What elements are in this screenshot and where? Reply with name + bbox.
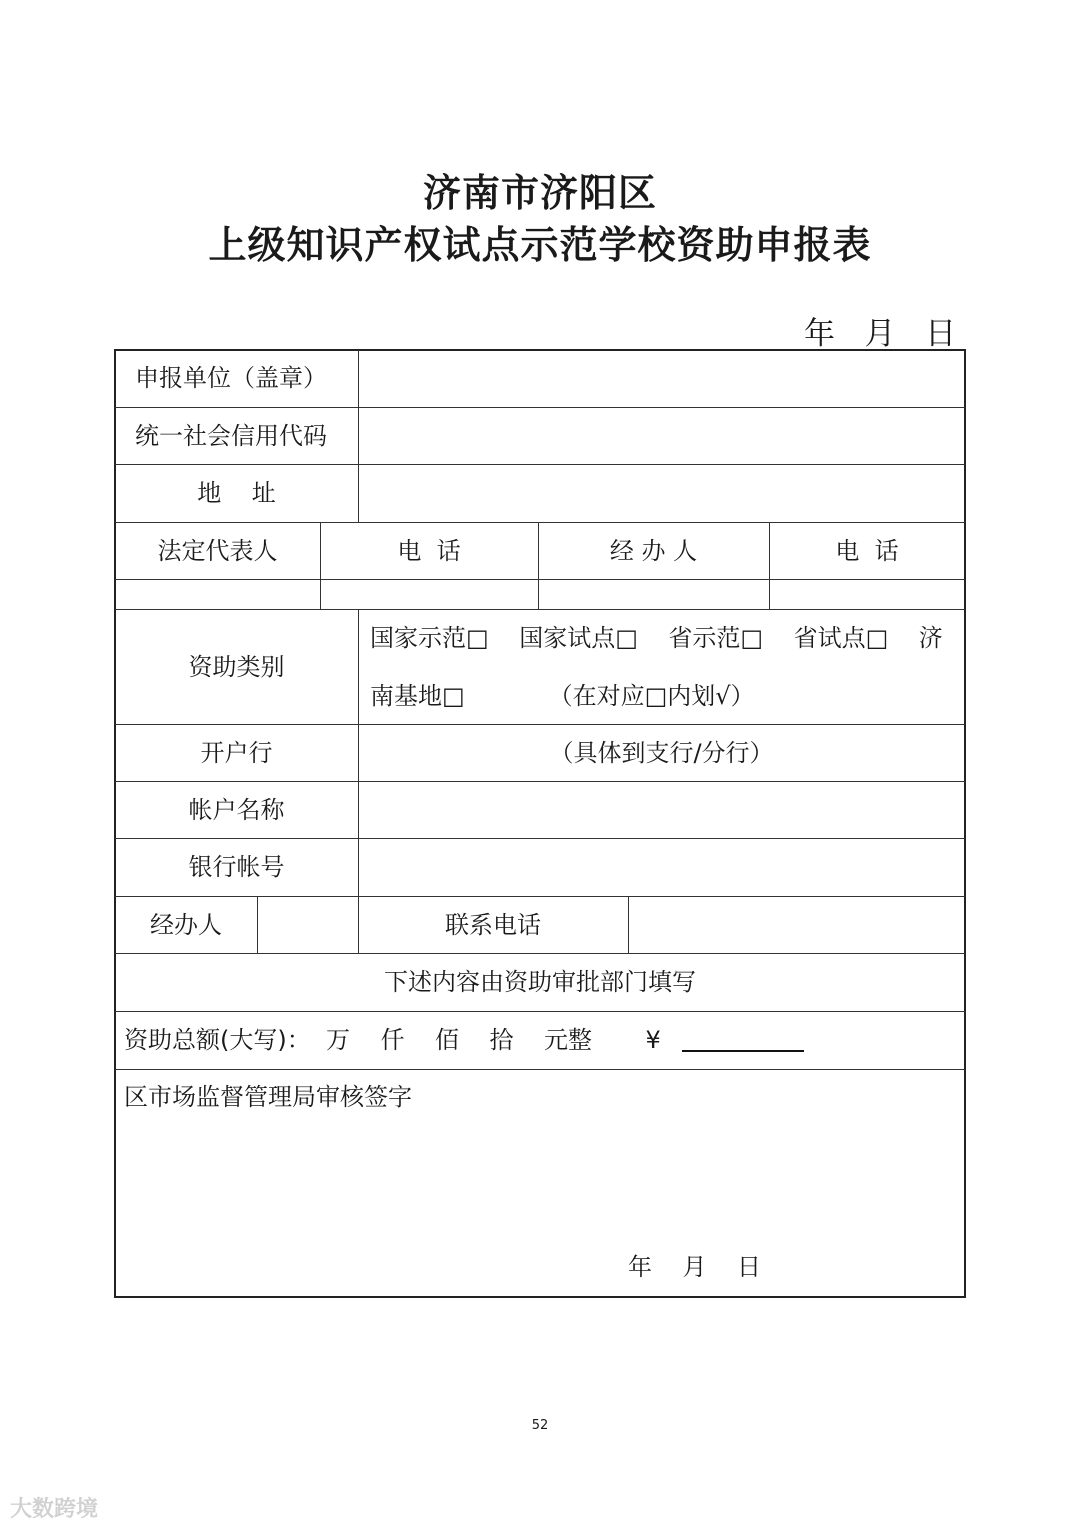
row-divider <box>115 579 965 580</box>
account-number-label: 银行帐号 <box>188 853 285 881</box>
credit-code-label: 统一社会信用代码 <box>135 422 327 450</box>
amount-blank-line <box>682 1050 804 1052</box>
bank-label: 开户行 <box>200 739 273 767</box>
document-title-line1: 济南市济阳区 <box>422 171 657 215</box>
approval-section-label: 下述内容由资助审批部门填写 <box>384 968 696 996</box>
row-divider <box>115 838 965 839</box>
row-divider <box>115 896 965 897</box>
date-top: 年 月 日 <box>804 316 957 352</box>
row-divider <box>115 724 965 725</box>
column-divider <box>628 896 629 953</box>
phone-label: 电 话 <box>835 537 899 565</box>
row-divider <box>115 609 965 610</box>
column-divider <box>257 896 258 953</box>
column-divider <box>320 522 321 609</box>
row-divider <box>115 781 965 782</box>
legal-rep-label: 法定代表人 <box>157 537 278 565</box>
row-divider <box>115 522 965 523</box>
review-signature-label: 区市场监督管理局审核签字 <box>124 1083 412 1111</box>
funding-options-line1: 国家示范□ 国家试点□ 省示范□ 省试点□ 济 <box>370 624 943 652</box>
total-amount-line: 资助总额(大写)： 万 仟 佰 拾 元整 ¥ <box>124 1026 661 1054</box>
handler-label: 经 办 人 <box>609 537 698 565</box>
column-divider <box>538 522 539 609</box>
funding-type-label: 资助类别 <box>188 653 285 681</box>
phone-label: 电 话 <box>397 537 461 565</box>
column-divider <box>358 350 359 522</box>
bank-hint: （具体到支行/分行） <box>549 739 774 767</box>
page-number: 52 <box>531 1418 549 1433</box>
funding-options-line2: 南基地□ （在对应□内划√） <box>370 682 755 710</box>
row-divider <box>115 1011 965 1012</box>
row-divider <box>115 953 965 954</box>
account-name-label: 帐户名称 <box>188 796 285 824</box>
document-title-line2: 上级知识产权试点示范学校资助申报表 <box>208 223 872 267</box>
watermark: 大数跨境 <box>10 1497 99 1522</box>
column-divider <box>769 522 770 609</box>
date-bottom: 年 月 日 <box>628 1253 762 1281</box>
row-divider <box>115 407 965 408</box>
row-divider <box>115 464 965 465</box>
column-divider <box>358 609 359 953</box>
contact-phone-label: 联系电话 <box>445 911 541 939</box>
handler-label: 经办人 <box>150 911 222 939</box>
address-label: 地 址 <box>197 479 276 507</box>
applicant-unit-label: 申报单位（盖章） <box>135 364 327 392</box>
row-divider <box>115 1069 965 1070</box>
